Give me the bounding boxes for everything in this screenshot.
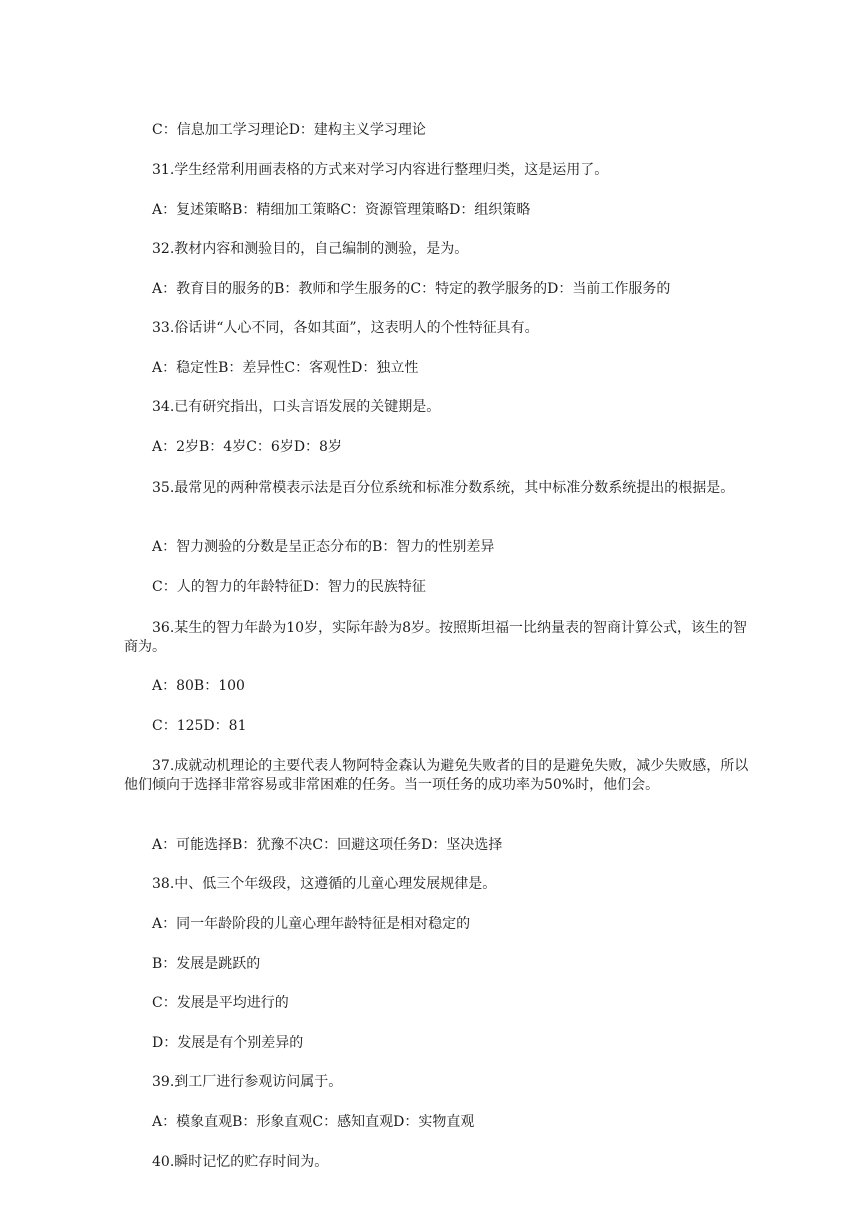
question-line: 32.教材内容和测验目的，自己编制的测验，是为。 <box>152 241 469 257</box>
option-line: A：教育目的服务的B：教师和学生服务的C：特定的教学服务的D：当前工作服务的 <box>152 281 671 297</box>
option-line: C：信息加工学习理论D：建构主义学习理论 <box>152 122 426 138</box>
option-line: C：人的智力的年龄特征D：智力的民族特征 <box>152 579 426 595</box>
question-line: 38.中、低三个年级段，这遵循的儿童心理发展规律是。 <box>152 876 497 892</box>
option-line: A：可能选择B：犹豫不决C：回避这项任务D：坚决选择 <box>152 837 503 853</box>
option-line: A：模象直观B：形象直观C：感知直观D：实物直观 <box>152 1114 475 1130</box>
option-line: A：稳定性B：差异性C：客观性D：独立性 <box>152 360 419 376</box>
option-line: A：复述策略B：精细加工策略C：资源管理策略D：组织策略 <box>152 202 531 218</box>
option-line: D：发展是有个别差异的 <box>152 1035 304 1051</box>
question-line: 34.已有研究指出，口头言语发展的关键期是。 <box>152 399 441 415</box>
option-line: A：同一年龄阶段的儿童心理年龄特征是相对稳定的 <box>152 916 471 932</box>
option-line: A：80B：100 <box>152 678 245 694</box>
option-line: A：2岁B：4岁C：6岁D：8岁 <box>152 439 342 455</box>
question-line: 37.成就动机理论的主要代表人物阿特金森认为避免失败者的目的是避免失败，减少失败感，所以他们倾向于选择非常容易或非常困难的任务。当一项任务的成功率为50%时，他们会。 <box>124 758 749 793</box>
question-line: 36.某生的智力年龄为10岁，实际年龄为8岁。按照斯坦福一比纳量表的智商计算公式，该生的智商为。 <box>124 620 747 655</box>
option-line: B：发展是跳跃的 <box>152 956 261 972</box>
question-line: 33.俗话讲“人心不同，各如其面”，这表明人的个性特征具有。 <box>152 320 539 336</box>
question-line: 40.瞬时记忆的贮存时间为。 <box>152 1154 329 1170</box>
option-line: C：发展是平均进行的 <box>152 995 289 1011</box>
option-line: A：智力测验的分数是呈正态分布的B：智力的性别差异 <box>152 539 495 555</box>
question-line: 39.到工厂进行参观访问属于。 <box>152 1074 343 1090</box>
option-line: C：125D：81 <box>152 718 247 734</box>
question-line: 35.最常见的两种常模表示法是百分位系统和标准分数系统，其中标准分数系统提出的根据是。 <box>152 480 735 496</box>
question-line: 31.学生经常利用画表格的方式来对学习内容进行整理归类，这是运用了。 <box>152 162 609 178</box>
